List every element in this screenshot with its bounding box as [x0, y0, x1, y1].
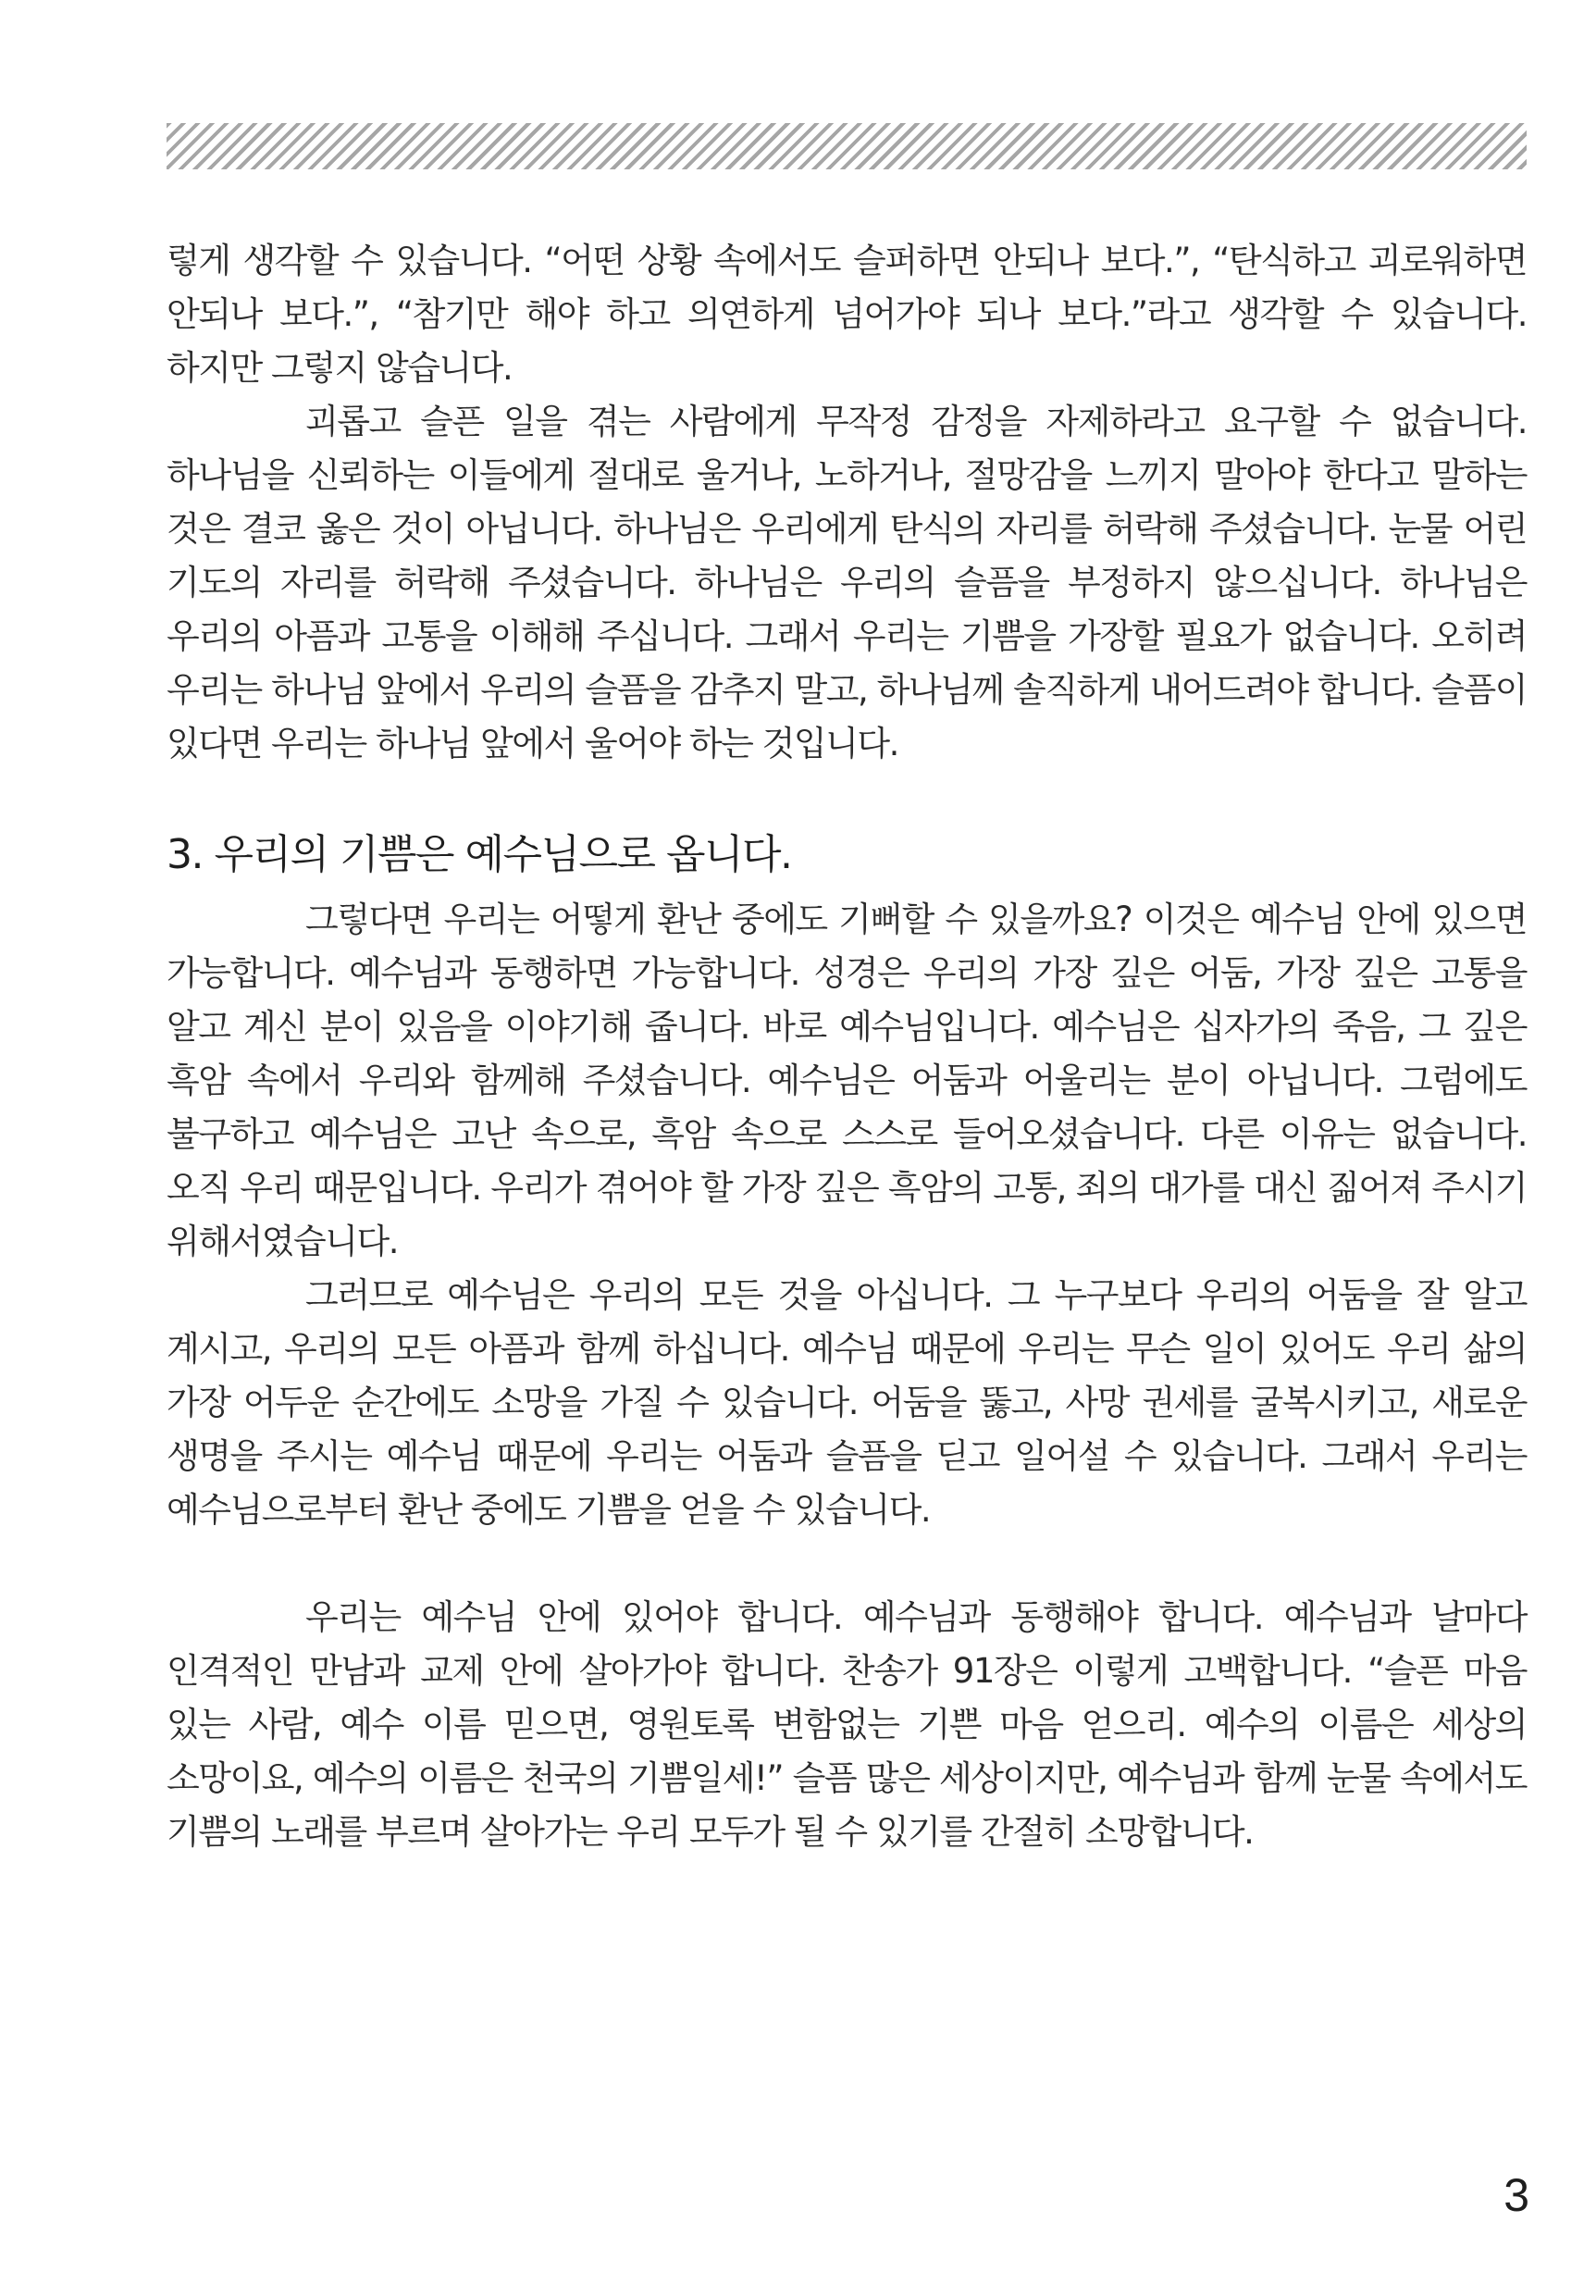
paragraph-jesus-knows: 그러므로 예수님은 우리의 모든 것을 아십니다. 그 누구보다 우리의 어둠을 잘 알고 계시고, 우리의 모든 아픔과 함께 하십니다. 예수님 때문에 우리는 무슨 일이 있어도 우리 삶의 가장 어두운 순간에도 소망을 가질 수 있습니다. 어둠을 뚫고, 사망 권세를 굴복시키고, 새로운 생명을 주시는 예수님 때문에 우리는 어둠과 슬픔을 딛고 일어설 수 있습니다. 그래서 우리는 예수님으로부터 환난 중에도 기쁨을 얻을 수 있습니다.	[167, 1275, 1527, 1530]
decorative-header-stripe	[167, 123, 1527, 169]
spacer	[167, 884, 1527, 893]
spacer	[167, 771, 1527, 826]
spacer	[167, 1537, 1527, 1591]
page-number: 3	[1503, 2169, 1529, 2221]
page-body	[167, 234, 1527, 1859]
paragraph-jesus-presence: 그렇다면 우리는 어떻게 환난 중에도 기뻐할 수 있을까요? 이것은 예수님 안에 있으면 가능합니다. 예수님과 동행하면 가능합니다. 성경은 우리의 가장 깊은 어둠, 가장 깊은 고통을 알고 계신 분이 있음을 이야기해 줍니다. 바로 예수님입니다. 예수님은 십자가의 죽음, 그 깊은 흑암 속에서 우리와 함께해 주셨습니다. 예수님은 어둠과 어울리는 분이 아닙니다. 그럼에도 불구하고 예수님은 고난 속으로, 흑암 속으로 스스로 들어오셨습니다. 다른 이유는 없습니다. 오직 우리 때문입니다. 우리가 겪어야 할 가장 깊은 흑암의 고통, 죄의 대가를 대신 짊어져 주시기 위해서였습니다.	[167, 900, 1527, 1261]
paragraph-continuation: 렇게 생각할 수 있습니다. “어떤 상황 속에서도 슬퍼하면 안되나 보다.”, “탄식하고 괴로워하면 안되나 보다.”, “참기만 해야 하고 의연하게 넘어가야 되나 보다.”라고 생각할 수 있습니다. 하지만 그렇지 않습니다.	[167, 241, 1527, 388]
paragraph-conclusion: 우리는 예수님 안에 있어야 합니다. 예수님과 동행해야 합니다. 예수님과 날마다 인격적인 만남과 교제 안에 살아가야 합니다. 찬송가 91장은 이렇게 고백합니다. “슬픈 마음 있는 사람, 예수 이름 믿으면, 영원토록 변함없는 기쁜 마음 얻으리. 예수의 이름은 세상의 소망이요, 예수의 이름은 천국의 기쁨일세!” 슬픔 많은 세상이지만, 예수님과 함께 눈물 속에서도 기쁨의 노래를 부르며 살아가는 우리 모두가 될 수 있기를 간절히 소망합니다.	[167, 1597, 1527, 1852]
section-heading: 3. 우리의 기쁨은 예수님으로 옵니다.	[167, 831, 792, 878]
paragraph-lament: 괴롭고 슬픈 일을 겪는 사람에게 무작정 감정을 자제하라고 요구할 수 없습니다. 하나님을 신뢰하는 이들에게 절대로 울거나, 노하거나, 절망감을 느끼지 말아야 한다고 말하는 것은 결코 옳은 것이 아닙니다. 하나님은 우리에게 탄식의 자리를 허락해 주셨습니다. 눈물 어린 기도의 자리를 허락해 주셨습니다. 하나님은 우리의 슬픔을 부정하지 않으십니다. 하나님은 우리의 아픔과 고통을 이해해 주십니다. 그래서 우리는 기쁨을 가장할 필요가 없습니다. 오히려 우리는 하나님 앞에서 우리의 슬픔을 감추지 말고, 하나님께 솔직하게 내어드려야 합니다. 슬픔이 있다면 우리는 하나님 앞에서 울어야 하는 것입니다.	[167, 402, 1527, 763]
